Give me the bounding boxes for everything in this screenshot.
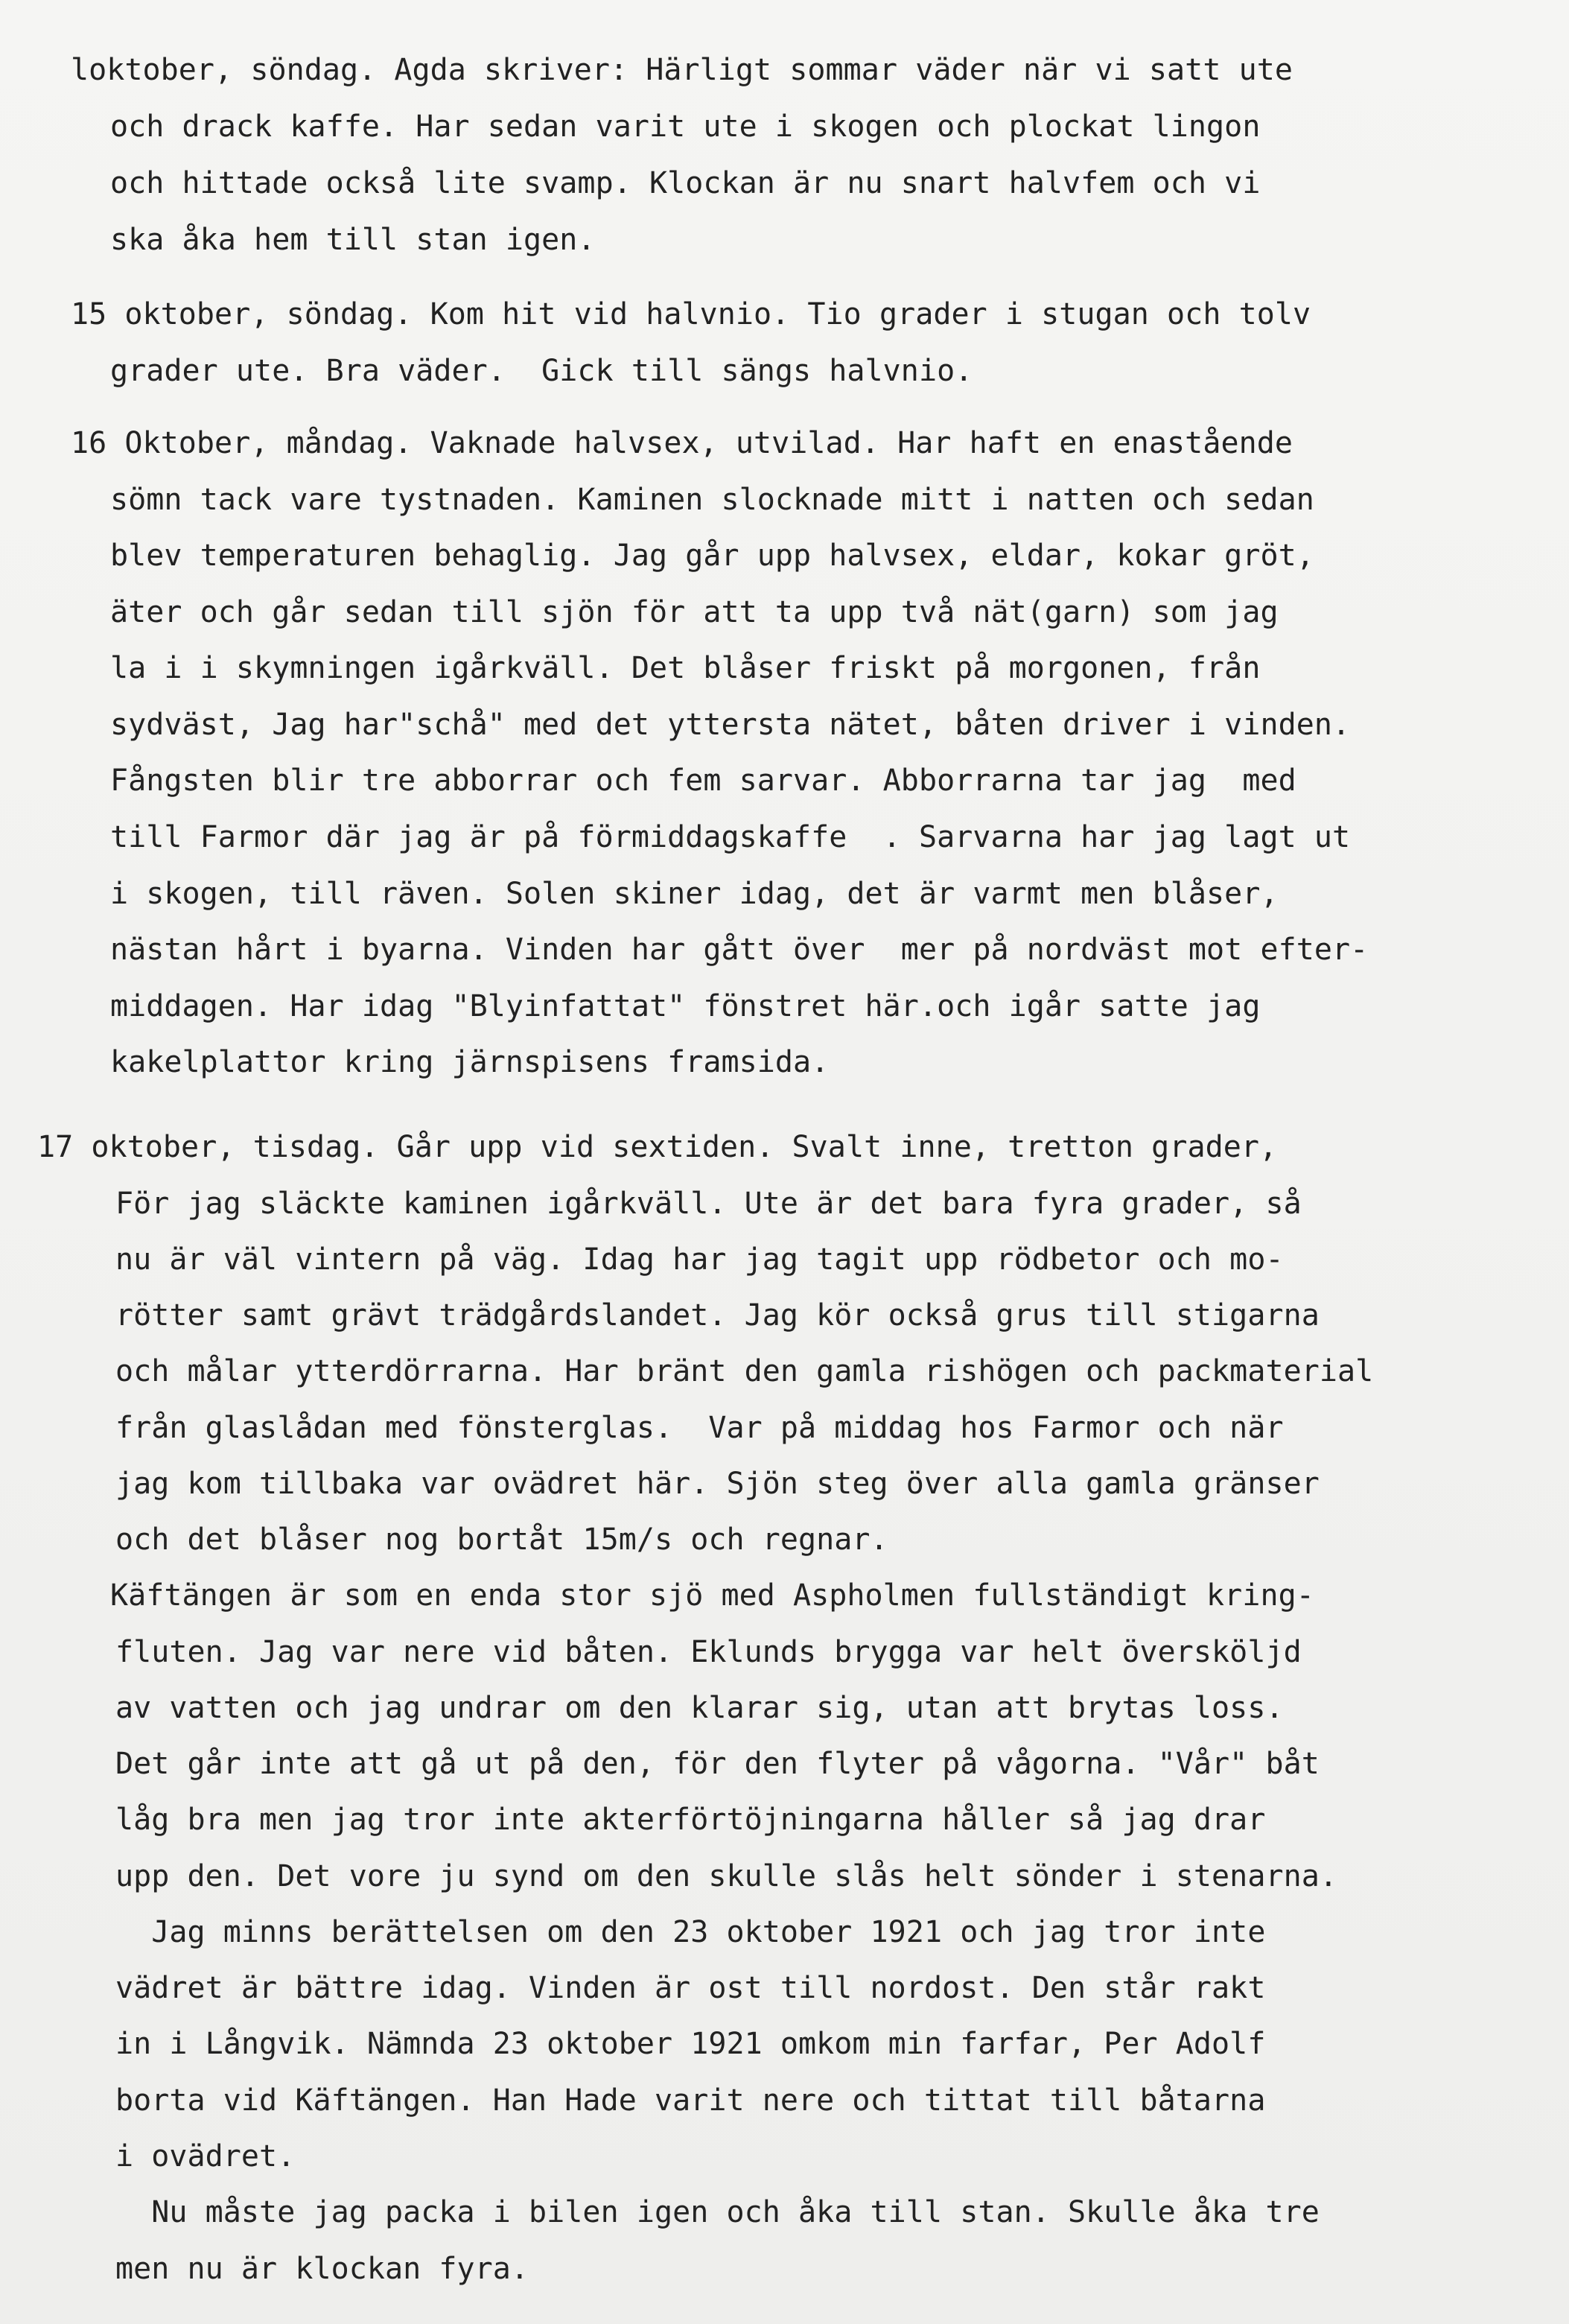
entry-4-line-15: Jag minns berättelsen om den 23 oktober 1921 och jag tror inte <box>115 1915 1266 1949</box>
entry-4-line-21: men nu är klockan fyra. <box>115 2252 529 2286</box>
entry-3-line-1: 16 Oktober, måndag. Vaknade halvsex, utvilad. Har haft en enastående <box>71 426 1293 460</box>
entry-4-line-11: av vatten och jag undrar om den klarar sig, utan att brytas loss. <box>115 1691 1284 1725</box>
entry-1-line-1: loktober, söndag. Agda skriver: Härligt sommar väder när vi satt ute <box>71 53 1293 87</box>
entry-4-line-10: fluten. Jag var nere vid båten. Eklunds brygga var helt översköljd <box>115 1635 1302 1669</box>
entry-3-line-12: kakelplattor kring järnspisens framsida. <box>110 1045 830 1079</box>
entry-4-line-4: rötter samt grävt trädgårdslandet. Jag kör också grus till stigarna <box>115 1298 1320 1333</box>
entry-4-line-18: borta vid Käftängen. Han Hade varit nere och tittat till båtarna <box>115 2083 1266 2118</box>
entry-3-line-4: äter och går sedan till sjön för att ta upp två nät(garn) som jag <box>110 595 1279 629</box>
entry-3-line-11: middagen. Har idag "Blyinfattat" fönstret här.och igår satte jag <box>110 989 1261 1023</box>
entry-4-line-6: från glaslådan med fönsterglas. Var på middag hos Farmor och när <box>115 1411 1284 1445</box>
entry-4-line-2: För jag släckte kaminen igårkväll. Ute är det bara fyra grader, så <box>115 1187 1302 1221</box>
entry-4-line-3: nu är väl vintern på väg. Idag har jag tagit upp rödbetor och mo- <box>115 1242 1284 1277</box>
entry-3-line-9: i skogen, till räven. Solen skiner idag, det är varmt men blåser, <box>110 877 1279 911</box>
entry-4-line-8: och det blåser nog bortåt 15m/s och regnar. <box>115 1523 888 1557</box>
entry-1-line-3: och hittade också lite svamp. Klockan är nu snart halvfem och vi <box>110 166 1261 200</box>
entry-4-line-17: in i Långvik. Nämnda 23 oktober 1921 omkom min farfar, Per Adolf <box>115 2027 1266 2061</box>
entry-4-line-7: jag kom tillbaka var ovädret här. Sjön steg över alla gamla gränser <box>115 1467 1320 1501</box>
entry-3-line-5: la i i skymningen igårkväll. Det blåser friskt på morgonen, från <box>110 651 1261 685</box>
entry-1-line-2: och drack kaffe. Har sedan varit ute i skogen och plockat lingon <box>110 109 1261 144</box>
entry-4-line-1: 17 oktober, tisdag. Går upp vid sextiden. Svalt inne, tretton grader, <box>37 1130 1278 1164</box>
entry-4-line-12: Det går inte att gå ut på den, för den flyter på vågorna. "Vår" båt <box>115 1747 1320 1781</box>
entry-1-line-4: ska åka hem till stan igen. <box>110 223 596 257</box>
entry-3-line-6: sydväst, Jag har"schå" med det yttersta nätet, båten driver i vinden. <box>110 708 1351 742</box>
entry-4-line-13: låg bra men jag tror inte akterförtöjningarna håller så jag drar <box>115 1803 1266 1837</box>
entry-3-line-2: sömn tack vare tystnaden. Kaminen slocknade mitt i natten och sedan <box>110 483 1314 517</box>
entry-3-line-3: blev temperaturen behaglig. Jag går upp halvsex, eldar, kokar gröt, <box>110 539 1314 573</box>
entry-4-line-16: vädret är bättre idag. Vinden är ost till nordost. Den står rakt <box>115 1971 1266 2005</box>
entry-4-line-14: upp den. Det vore ju synd om den skulle slås helt sönder i stenarna. <box>115 1859 1337 1893</box>
entry-4-line-19: i ovädret. <box>115 2139 296 2174</box>
entry-2-line-2: grader ute. Bra väder. Gick till sängs halvnio. <box>110 354 973 388</box>
entry-2-line-1: 15 oktober, söndag. Kom hit vid halvnio. Tio grader i stugan och tolv <box>71 297 1311 331</box>
entry-3-line-7: Fångsten blir tre abborrar och fem sarvar. Abborrarna tar jag med <box>110 763 1296 798</box>
entry-3-line-8: till Farmor där jag är på förmiddagskaffe . Sarvarna har jag lagt ut <box>110 820 1351 854</box>
entry-4-line-9: Käftängen är som en enda stor sjö med Aspholmen fullständigt kring- <box>110 1578 1314 1613</box>
entry-4-line-20: Nu måste jag packa i bilen igen och åka till stan. Skulle åka tre <box>115 2195 1320 2229</box>
entry-3-line-10: nästan hårt i byarna. Vinden har gått över mer på nordväst mot efter- <box>110 933 1369 967</box>
entry-4-line-5: och målar ytterdörrarna. Har bränt den gamla rishögen och packmaterial <box>115 1354 1374 1388</box>
